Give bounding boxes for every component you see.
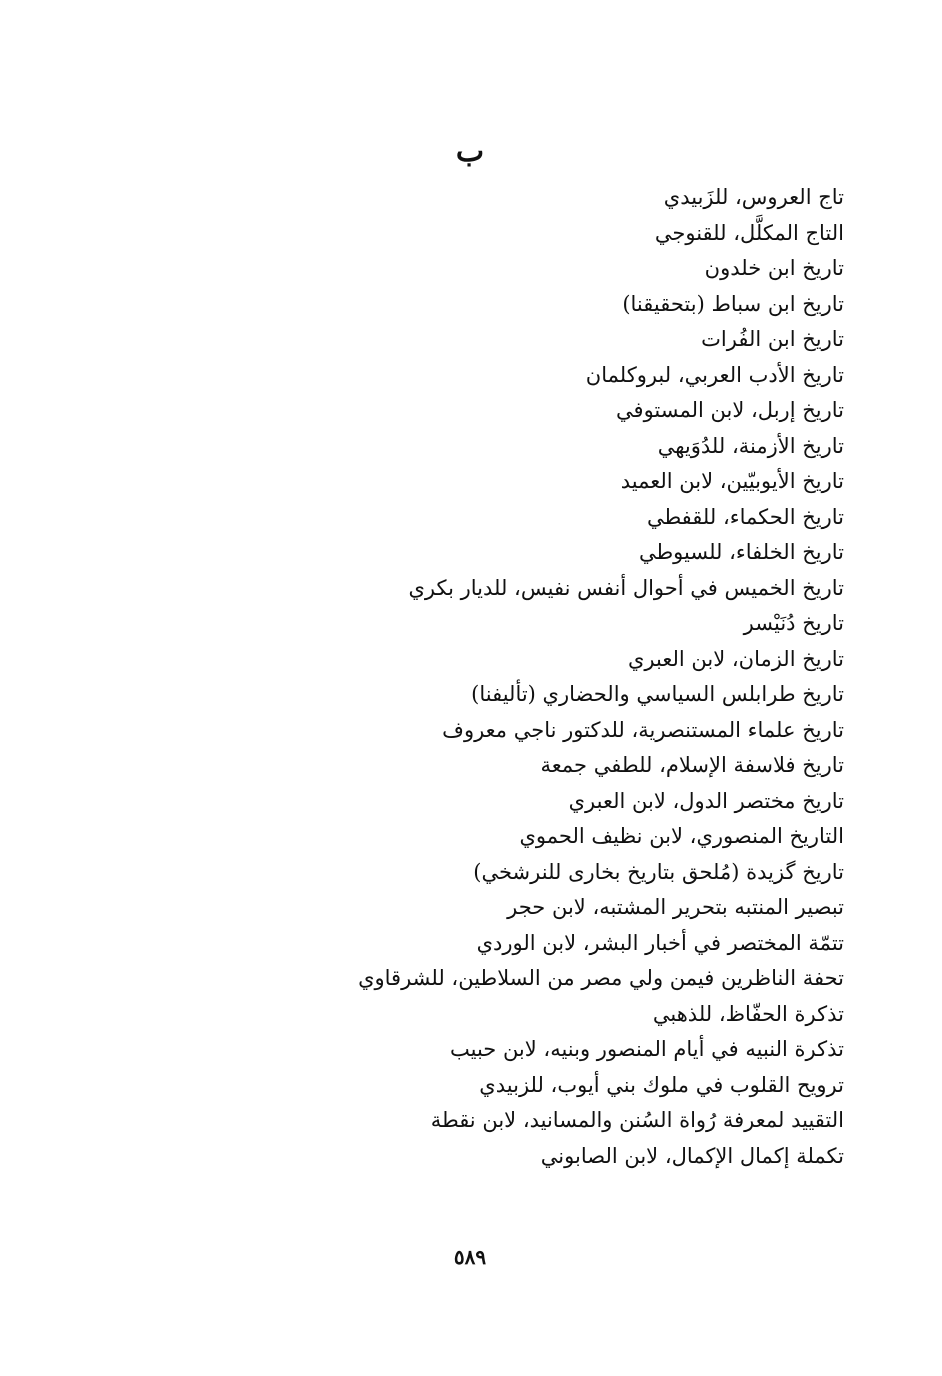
list-item: تذكرة الحفّاظ، للذهبي — [652, 1001, 844, 1026]
list-item: تذكرة النبيه في أيام المنصور وبنيه، لابن حبيب — [450, 1037, 844, 1061]
list-item: تاريخ الأدب العربي، لبروكلمان — [585, 362, 844, 387]
list-item: تاريخ مختصر الدول، لابن العبري — [568, 788, 844, 813]
list-item: تبصير المنتبه بتحرير المشتبه، لابن حجر — [507, 895, 844, 919]
list-item: تاريخ ابن خلدون — [704, 256, 844, 280]
list-item: تكملة إكمال الإكمال، لابن الصابوني — [540, 1143, 844, 1168]
list-item: تاريخ الأزمنة، للدُوَيهي — [657, 433, 844, 458]
list-item: تاريخ الحكماء، للقفطي — [646, 504, 844, 529]
list-item: تتمّة المختصر في أخبار البشر، لابن الوردي — [476, 930, 844, 955]
list-item: تحفة الناظرين فيمن ولي مصر من السلاطين، للشرقاوي — [358, 966, 844, 990]
page-number: ٥٨٩ — [453, 1245, 487, 1269]
list-item: تاريخ طرابلس السياسي والحضاري (تأليفنا) — [471, 682, 844, 706]
bibliography-list — [84, 180, 844, 1174]
list-item: تاريخ إربل، لابن المستوفي — [616, 398, 844, 422]
list-item: التاج المكلَّل، للقنوجي — [654, 220, 844, 245]
list-item: ترويح القلوب في ملوك بني أيوب، للزبيدي — [479, 1072, 844, 1097]
list-item: تاريخ الأيوبيّين، لابن العميد — [620, 469, 844, 493]
list-item: التاريخ المنصوري، لابن نظيف الحموي — [519, 824, 844, 848]
list-item: التقييد لمعرفة رُواة السُنن والمسانيد، لابن نقطة — [430, 1108, 844, 1132]
list-item: تاريخ الزمان، لابن العبري — [627, 646, 844, 671]
list-item: تاريخ الخميس في أحوال أنفس نفيس، للديار بكري — [408, 575, 844, 600]
list-item: تاريخ فلاسفة الإسلام، للطفي جمعة — [540, 753, 844, 777]
list-item: تاريخ الخلفاء، للسيوطي — [638, 540, 844, 564]
section-letter-heading: ب — [455, 134, 485, 169]
list-item: تاريخ گزيدة (مُلحق بتاريخ بخارى للنرشخي) — [473, 859, 844, 884]
list-item: تاريخ ابن سباط (بتحقيقنا) — [622, 291, 844, 316]
list-item: تاريخ ابن الفُرات — [701, 327, 844, 351]
list-item: تاج العروس، للزَبيدي — [663, 185, 844, 209]
list-item: تاريخ دُنَيْسر — [743, 611, 844, 635]
list-item: تاريخ علماء المستنصرية، للدكتور ناجي معروف — [442, 717, 844, 742]
